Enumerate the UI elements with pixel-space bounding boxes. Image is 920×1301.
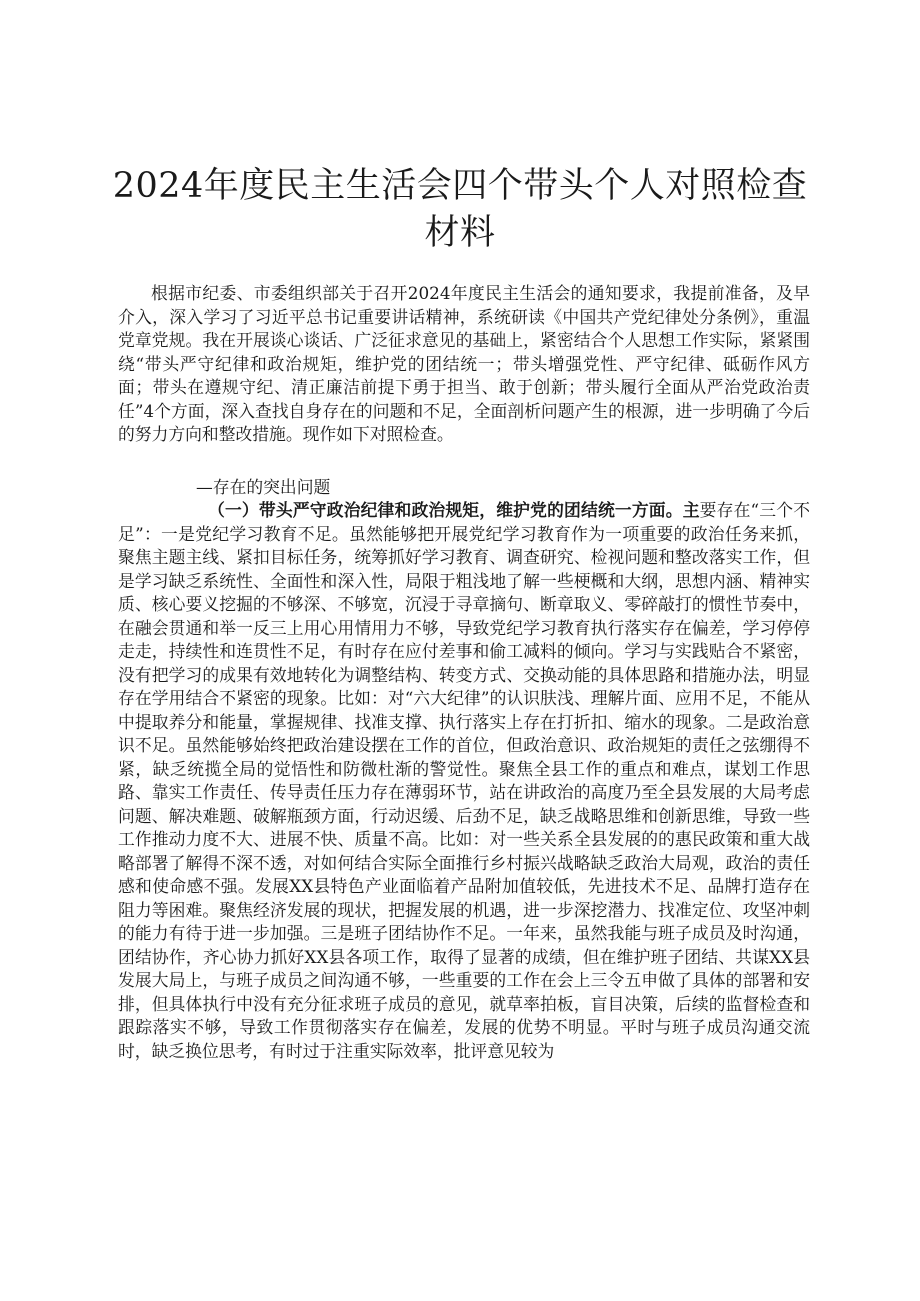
document-title-continuation: 材料 (424, 213, 496, 253)
intro-paragraph: 根据市纪委、市委组织部关于召开2024年度民主生活会的通知要求，我提前准备，及早介入，深入学习了习近平总书记重要讲话精神，系统研读《中国共产党纪律处分条例》，重温党章党规。我在开展谈心谈话、广泛征求意见的基础上，紧密结合个人思想工作实际，紧紧围绕“带头严守纪律和政治规矩，维护党的团结统一；带头增强党性、严守纪律、砥砺作风方面；带头在遵规守纪、清正廉洁前提下勇于担当、敢于创新；带头履行全面从严治党政治责任”4个方面，深入查找自身存在的问题和不足，全面剖析问题产生的根源，进一步明确了今后的努力方向和整改措施。现作如下对照检查。 (118, 283, 810, 444)
section-heading: —存在的突出问题 (196, 477, 331, 497)
subsection-heading: （一）带头严守政治纪律和政治规矩，维护党的团结统一方面。主 (208, 500, 700, 520)
main-paragraph-text: 要存在“三个不足”：一是党纪学习教育不足。虽然能够把开展党纪学习教育作为一项重要的政治任务来抓，聚焦主题主线、紧扣目标任务，统筹抓好学习教育、调查研究、检视问题和整改落实工作，但是学习缺乏系统性、全面性和深入性，局限于粗浅地了解一些梗概和大纲，思想内涵、精神实质、核心要义挖掘的不够深、不够宽，沉浸于寻章摘句、断章取义、零碎敲打的惯性节奏中，在融会贯通和举一反三上用心用情用力不够，导致党纪学习教育执行落实存在偏差，学习停停走走，持续性和连贯性不足，有时存在应付差事和偷工减料的倾向。学习与实践贴合不紧密，没有把学习的成果有效地转化为调整结构、转变方式、交换动能的具体思路和措施办法，明显存在学用结合不紧密的现象。比如：对“六大纪律”的认识肤浅、理解片面、应用不足，不能从中提取养分和能量，掌握规律、找准支撑、执行落实上存在打折扣、缩水的现象。二是政治意识不足。虽然能够始终把政治建设摆在工作的首位，但政治意识、政治规矩的责任之弦绷得不紧，缺乏统揽全局的觉悟性和防微杜渐的警觉性。聚焦全县工作的重点和难点，谋划工作思路、靠实工作责任、传导责任压力存在薄弱环节，站在讲政治的高度乃至全县发展的大局考虑问题、解决难题、破解瓶颈方面，行动迟缓、后劲不足，缺乏战略思维和创新思维，导致一些工作推动力度不大、进展不快、质量不高。比如：对一些关系全县发展的的惠民政策和重大战略部署了解得不深不透，对如何结合实际全面推行乡村振兴战略缺乏政治大局观，政治的责任感和使命感不强。发展XX县特色产业面临着产品附加值较低，先进技术不足、品牌打造存在阻力等困难。聚焦经济发展的现状，把握发展的机遇，进一步深挖潜力、找准定位、攻坚冲刺的能力有待于进一步加强。三是班子团结协作不足。一年来，虽然我能与班子成员及时沟通，团结协作，齐心协力抓好XX县各项工作，取得了显著的成绩，但在维护班子团结、共谋XX县发展大局上，与班子成员之间沟通不够，一些重要的工作在会上三令五申做了具体的部署和安排，但具体执行中没有充分征求班子成员的意见，就草率拍板，盲目决策，后续的监督检查和跟踪落实不够，导致工作贯彻落实存在偏差，发展的优势不明显。平时与班子成员沟通交流时，缺乏换位思考，有时过于注重实际效率，批评意见较为 (118, 500, 810, 1061)
document-title: 2024年度民主生活会四个带头个人对照检查 (112, 166, 808, 206)
main-paragraph (118, 499, 810, 1063)
